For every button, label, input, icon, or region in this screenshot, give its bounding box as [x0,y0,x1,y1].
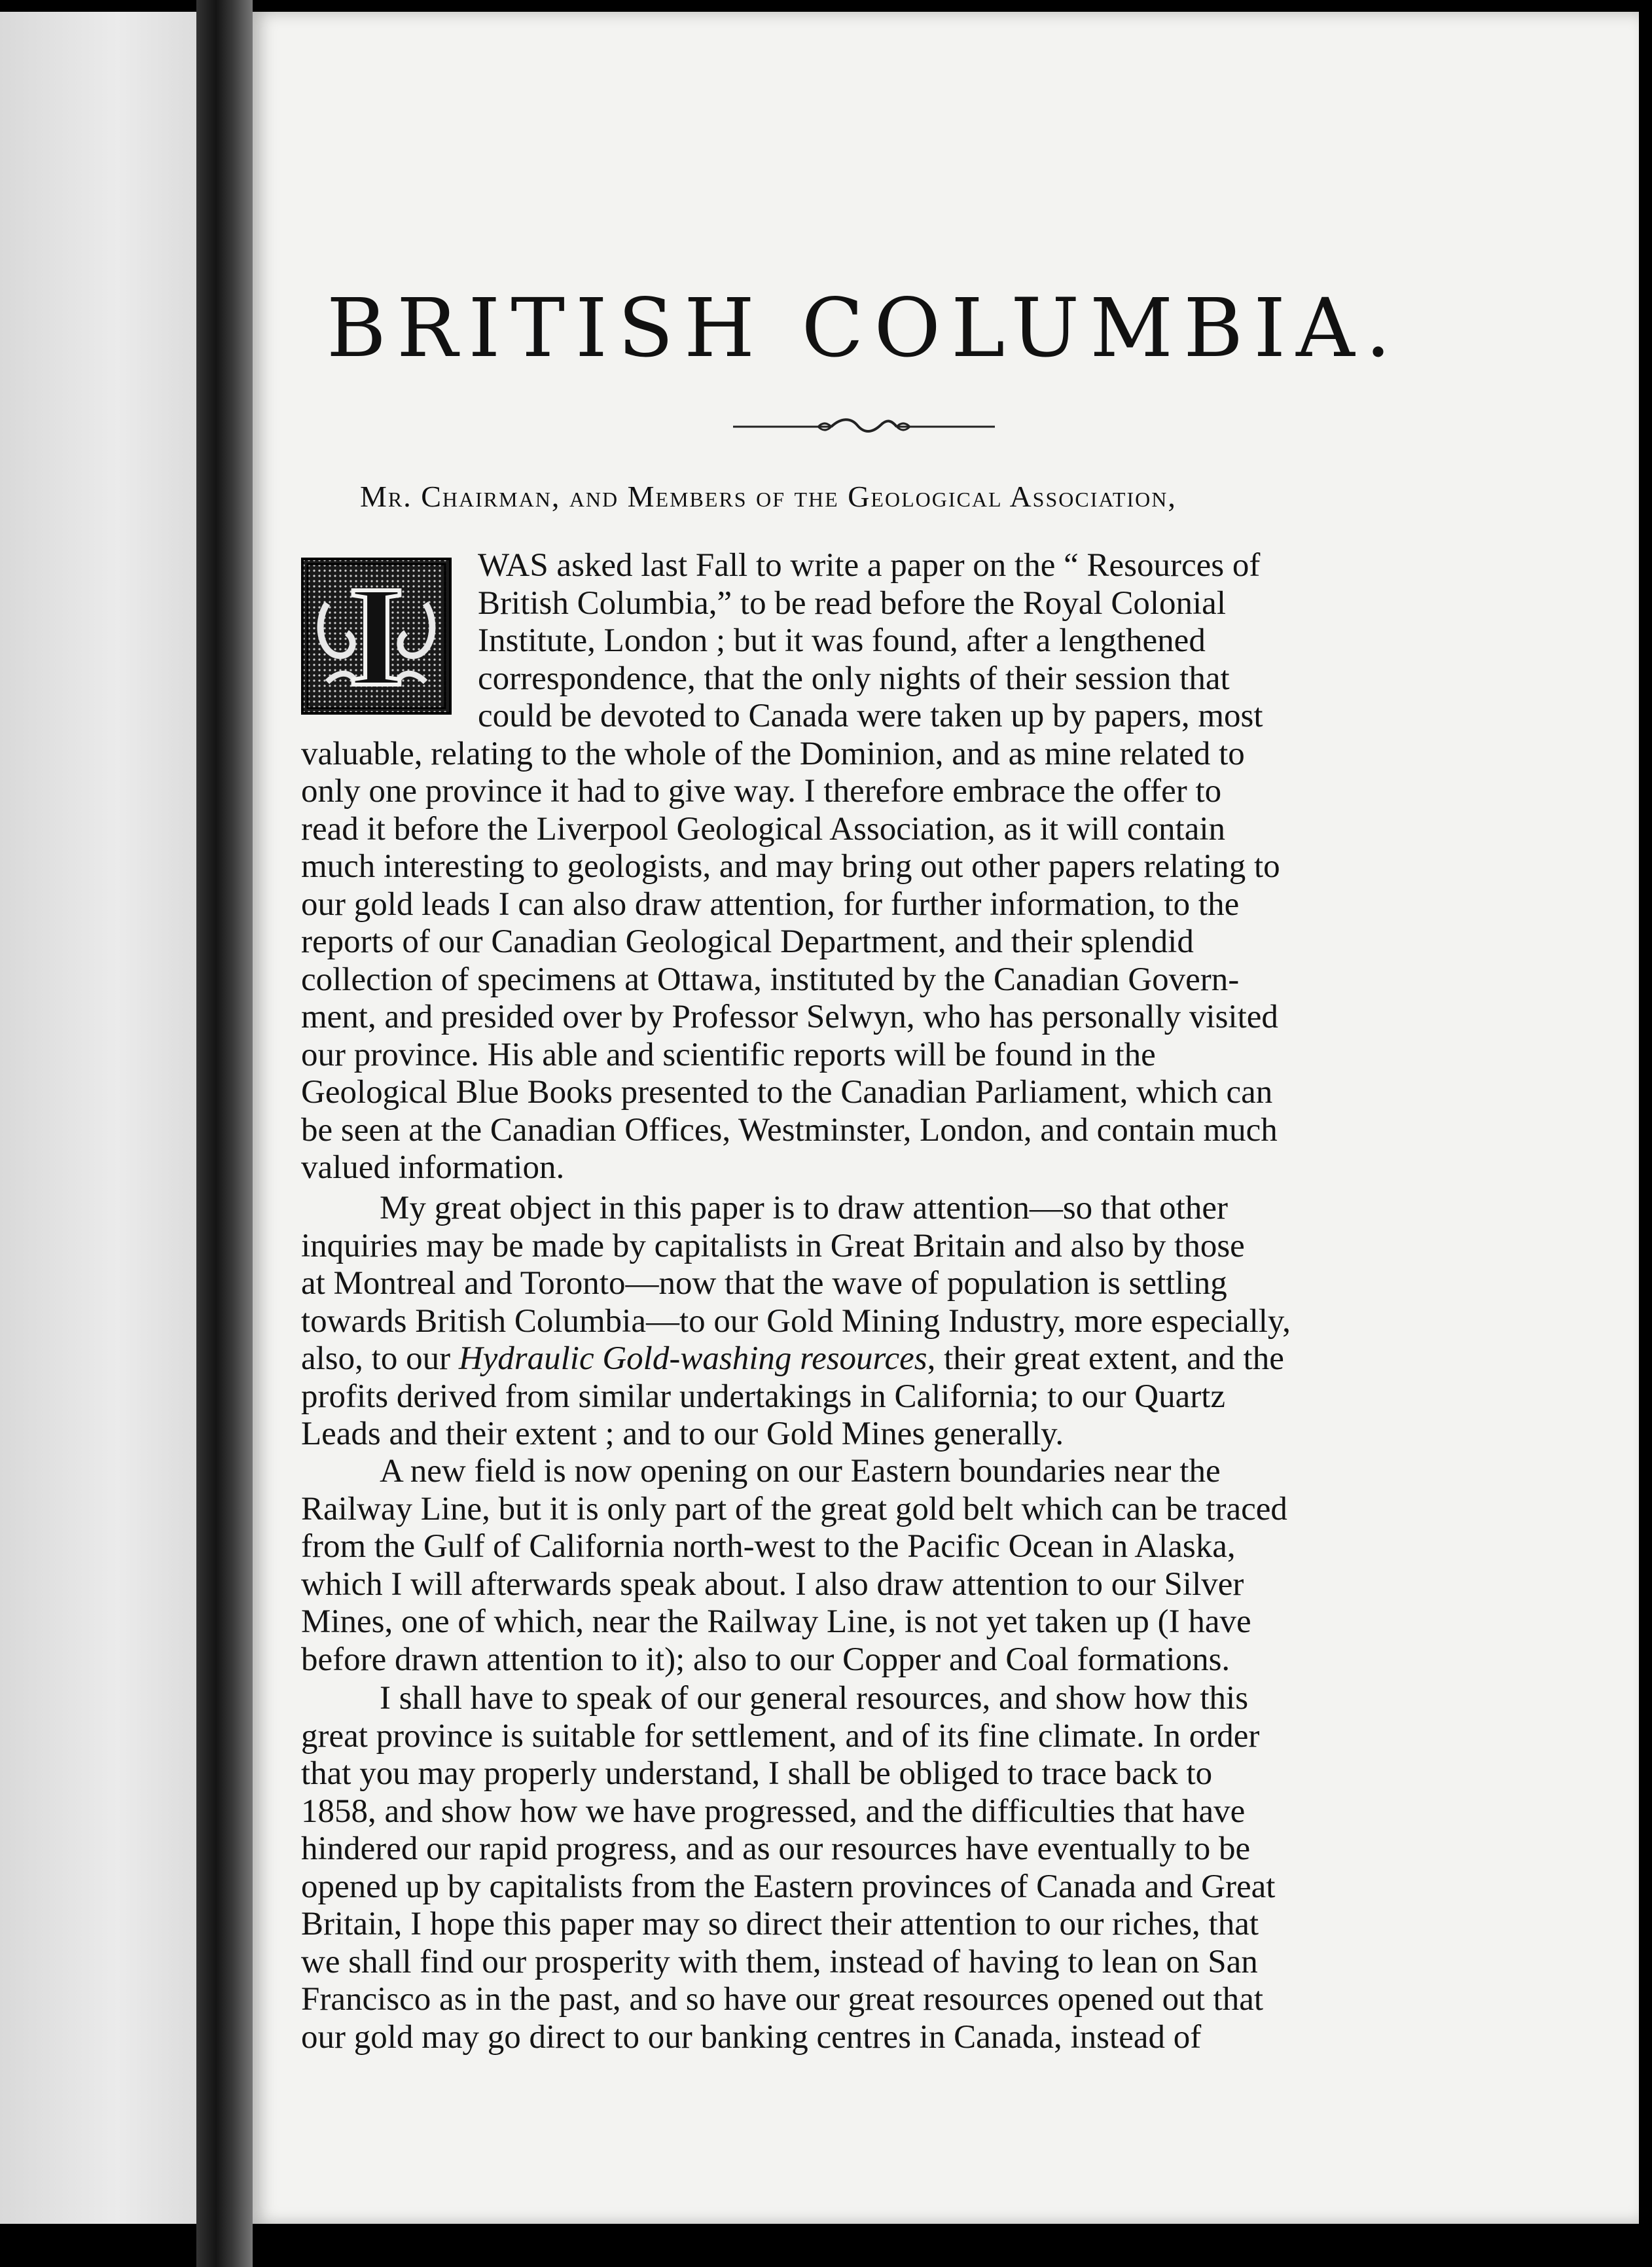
text-line: our gold leads I can also draw attention, for further information, to the [301,885,1240,923]
text-line: WAS asked last Fall to write a paper on the “ Resources of [478,547,1261,584]
text-line: read it before the Liverpool Geological Association, as it will contain [301,810,1226,848]
text-line: that you may properly understand, I shall be obliged to trace back to [301,1755,1213,1792]
text-line: reports of our Canadian Geological Department, and their splendid [301,923,1194,960]
text-line: inquiries may be made by capitalists in Great Britain and also by those [301,1227,1245,1264]
text-line: which I will afterwards speak about. I also draw attention to our Silver [301,1565,1244,1603]
text-line: Railway Line, but it is only part of the great gold belt which can be traced [301,1490,1287,1527]
text-line: ment, and presided over by Professor Selwyn, who has personally visited [301,999,1278,1035]
text-line: great province is suitable for settlement, and of its fine climate. In order [301,1717,1260,1755]
scan-border [1639,0,1652,2267]
text-line: My great object in this paper is to draw attention—so that other [380,1190,1228,1226]
text-line: hindered our rapid progress, and as our resources have eventually to be [301,1830,1251,1867]
book-spine [196,0,253,2267]
text-line: our gold may go direct to our banking centres in Canada, instead of [301,2018,1202,2056]
text-line-mixed [301,1340,1427,1378]
text-line: Institute, London ; but it was found, after a lengthened [478,622,1206,659]
text-line: we shall find our prosperity with them, instead of having to lean on San [301,1943,1258,1980]
text-line: correspondence, that the only nights of their session that [478,660,1230,697]
text-line: be seen at the Canadian Offices, Westminster, London, and contain much [301,1111,1278,1149]
text-line: profits derived from similar undertakings in California; to our Quartz [301,1378,1226,1415]
page-title: BRITISH COLUMBIA. [326,281,1402,376]
text-line: Geological Blue Books presented to the Canadian Parliament, which can [301,1074,1273,1111]
paragraph-1 [301,547,1427,1187]
text-line: from the Gulf of California north-west to the Pacific Ocean in Alaska, [301,1528,1236,1565]
text-line: Mines, one of which, near the Railway Line, is not yet taken up (I have [301,1603,1251,1640]
ornament-divider [720,406,1008,445]
facing-page [0,12,196,2224]
text-line: towards British Columbia—to our Gold Mining Industry, more especially, [301,1302,1291,1340]
text-line: much interesting to geologists, and may bring out other papers relating to [301,848,1280,885]
text-line: I shall have to speak of our general resources, and show how this [380,1680,1249,1717]
paragraph-2 [301,1190,1427,1454]
drop-cap-letter: I [348,556,404,716]
text-line: Francisco as in the past, and so have our great resources opened out that [301,1981,1264,2018]
italic-phrase: Hydraulic Gold-washing resources [458,1340,927,1377]
text-line: only one province it had to give way. I therefore embrace the offer to [301,773,1222,810]
text-line: British Columbia,” to be read before the Royal Colonial [478,584,1226,622]
text-line: our province. His able and scientific reports will be found in the [301,1036,1156,1073]
text-line: valuable, relating to the whole of the Dominion, and as mine related to [301,735,1245,772]
text-line: A new field is now opening on our Eastern boundaries near the [380,1453,1221,1490]
text-line: Britain, I hope this paper may so direct their attention to our riches, that [301,1906,1259,1942]
text-line: Leads and their extent ; and to our Gold Mines generally. [301,1416,1064,1452]
text-line: at Montreal and Toronto—now that the wave of population is settling [301,1265,1227,1302]
salutation: Mr. Chairman, and Members of the Geological Association, [360,480,1177,513]
text-line: before drawn attention to it); also to our Copper and Coal formations. [301,1641,1230,1678]
text-line: valued information. [301,1149,565,1186]
facing-page-shade [0,12,196,2224]
paragraph-4 [301,1680,1427,2056]
text-line: opened up by capitalists from the Eastern provinces of Canada and Great [301,1868,1276,1905]
paragraph-3 [301,1453,1427,1679]
text-fragment: , their great extent, and the [927,1340,1284,1377]
text-line: collection of specimens at Ottawa, instituted by the Canadian Govern- [301,961,1240,998]
text-fragment: also, to our [301,1340,459,1377]
text-line: 1858, and show how we have progressed, and the difficulties that have [301,1793,1246,1830]
text-line: could be devoted to Canada were taken up by papers, most [478,698,1263,734]
